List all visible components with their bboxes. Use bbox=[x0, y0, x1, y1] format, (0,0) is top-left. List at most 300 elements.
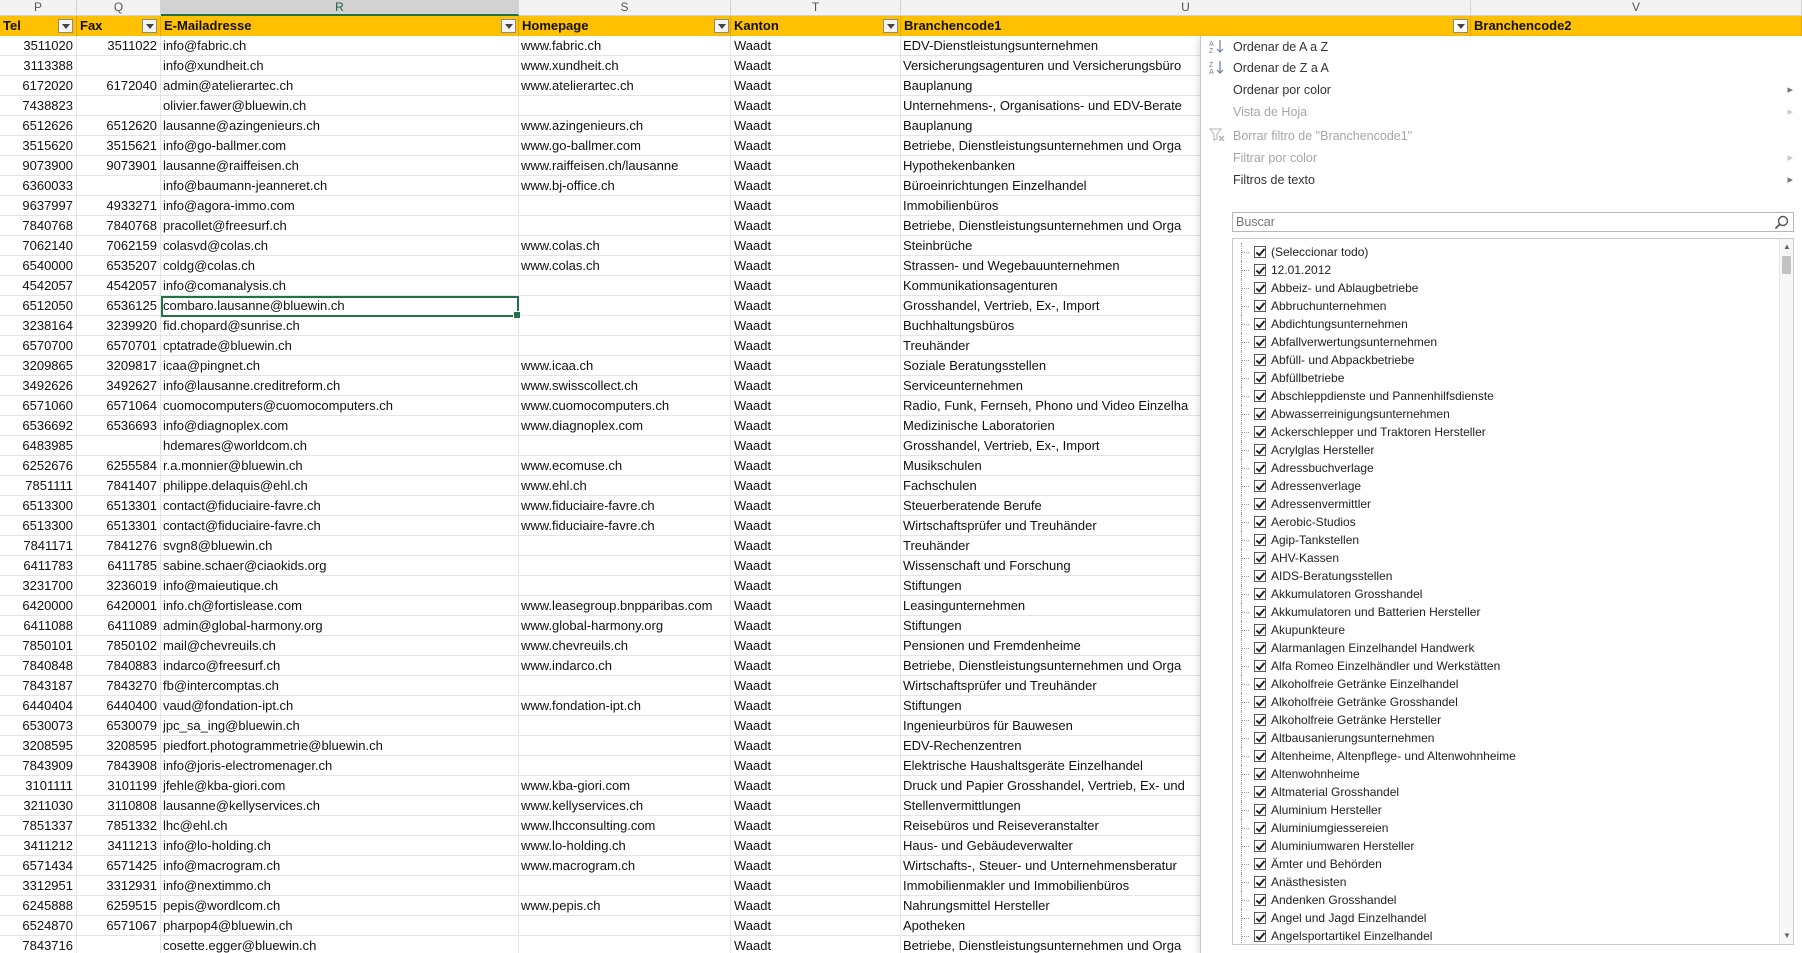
cell-email[interactable]: indarco@freesurf.ch bbox=[161, 656, 519, 676]
cell-branchencode1[interactable]: Treuhänder bbox=[903, 338, 970, 353]
cell-fax[interactable]: 3209817 bbox=[77, 356, 161, 376]
cell-kanton[interactable]: Waadt bbox=[731, 716, 901, 736]
cell-homepage[interactable]: www.chevreuils.ch bbox=[519, 636, 731, 656]
cell-branchencode1[interactable]: Reisebüros und Reiseveranstalter bbox=[903, 818, 1099, 833]
cell-fax[interactable]: 3101199 bbox=[77, 776, 161, 796]
menu-sort-z-to-a[interactable] bbox=[1201, 57, 1801, 79]
cell-tel[interactable]: 6411783 bbox=[0, 556, 77, 576]
scroll-up-arrow-icon[interactable]: ▲ bbox=[1783, 242, 1791, 251]
cell-tel[interactable]: 6530073 bbox=[0, 716, 77, 736]
cell-tel[interactable]: 6172020 bbox=[0, 76, 77, 96]
cell-email[interactable]: lausanne@raiffeisen.ch bbox=[161, 156, 519, 176]
cell-email[interactable]: info@baumann-jeanneret.ch bbox=[161, 176, 519, 196]
cell-homepage[interactable] bbox=[519, 336, 731, 356]
cell-tel[interactable]: 3515620 bbox=[0, 136, 77, 156]
filter-list-item[interactable] bbox=[1241, 891, 1761, 909]
cell-homepage[interactable] bbox=[519, 676, 731, 696]
checkbox-checked-icon[interactable] bbox=[1254, 282, 1266, 294]
cell-homepage[interactable]: www.raiffeisen.ch/lausanne bbox=[519, 156, 731, 176]
cell-kanton[interactable]: Waadt bbox=[731, 276, 901, 296]
cell-branchencode1[interactable]: Wirtschaftsprüfer und Treuhänder bbox=[903, 518, 1097, 533]
cell-kanton[interactable]: Waadt bbox=[731, 176, 901, 196]
cell-email[interactable]: contact@fiduciaire-favre.ch bbox=[161, 496, 519, 516]
cell-email[interactable]: info@comanalysis.ch bbox=[161, 276, 519, 296]
checkbox-checked-icon[interactable] bbox=[1254, 264, 1266, 276]
cell-tel[interactable]: 6570700 bbox=[0, 336, 77, 356]
checkbox-checked-icon[interactable] bbox=[1254, 588, 1266, 600]
filter-list-item[interactable] bbox=[1241, 657, 1761, 675]
cell-homepage[interactable]: www.fondation-ipt.ch bbox=[519, 696, 731, 716]
cell-tel[interactable]: 6411088 bbox=[0, 616, 77, 636]
cell-tel[interactable]: 6252676 bbox=[0, 456, 77, 476]
cell-fax[interactable] bbox=[77, 96, 161, 116]
filter-list-item[interactable] bbox=[1241, 819, 1761, 837]
cell-branchencode1[interactable]: Musikschulen bbox=[903, 458, 982, 473]
cell-kanton[interactable]: Waadt bbox=[731, 676, 901, 696]
filter-list-item[interactable] bbox=[1241, 387, 1761, 405]
cell-kanton[interactable]: Waadt bbox=[731, 36, 901, 56]
filter-dropdown-tel[interactable] bbox=[58, 19, 73, 33]
column-letter-v[interactable]: V bbox=[1471, 0, 1802, 16]
cell-fax[interactable]: 3110808 bbox=[77, 796, 161, 816]
cell-fax[interactable]: 6513301 bbox=[77, 516, 161, 536]
cell-homepage[interactable]: www.ehl.ch bbox=[519, 476, 731, 496]
cell-kanton[interactable]: Waadt bbox=[731, 76, 901, 96]
filter-list-item[interactable] bbox=[1241, 711, 1761, 729]
cell-branchencode1[interactable]: Buchhaltungsbüros bbox=[903, 318, 1015, 333]
checkbox-checked-icon[interactable] bbox=[1254, 372, 1266, 384]
filter-list-item[interactable] bbox=[1241, 315, 1761, 333]
cell-branchencode1[interactable]: Ingenieurbüros für Bauwesen bbox=[903, 718, 1073, 733]
checkbox-checked-icon[interactable] bbox=[1254, 858, 1266, 870]
cell-branchencode1[interactable]: Unternehmens-, Organisations- und EDV-Berate bbox=[903, 98, 1182, 113]
cell-tel[interactable]: 3492626 bbox=[0, 376, 77, 396]
cell-homepage[interactable] bbox=[519, 436, 731, 456]
checkbox-checked-icon[interactable] bbox=[1254, 534, 1266, 546]
checkbox-checked-icon[interactable] bbox=[1254, 390, 1266, 402]
checkbox-checked-icon[interactable] bbox=[1254, 462, 1266, 474]
filter-search-box[interactable] bbox=[1232, 212, 1794, 232]
cell-homepage[interactable] bbox=[519, 536, 731, 556]
column-letter-p[interactable]: P bbox=[0, 0, 77, 16]
cell-kanton[interactable]: Waadt bbox=[731, 56, 901, 76]
cell-fax[interactable]: 6571425 bbox=[77, 856, 161, 876]
cell-tel[interactable]: 6512050 bbox=[0, 296, 77, 316]
filter-list-item[interactable] bbox=[1241, 369, 1761, 387]
cell-tel[interactable]: 3101111 bbox=[0, 776, 77, 796]
checkbox-checked-icon[interactable] bbox=[1254, 786, 1266, 798]
filter-dropdown-email[interactable] bbox=[501, 19, 516, 33]
cell-branchencode1[interactable]: Fachschulen bbox=[903, 478, 977, 493]
cell-branchencode1[interactable]: Betriebe, Dienstleistungsunternehmen und Orga bbox=[903, 658, 1182, 673]
cell-tel[interactable]: 3238164 bbox=[0, 316, 77, 336]
cell-homepage[interactable] bbox=[519, 936, 731, 953]
cell-fax[interactable]: 7062159 bbox=[77, 236, 161, 256]
cell-kanton[interactable]: Waadt bbox=[731, 896, 901, 916]
filter-list-item[interactable] bbox=[1241, 567, 1761, 585]
cell-email[interactable]: info@go-ballmer.com bbox=[161, 136, 519, 156]
cell-fax[interactable]: 3411213 bbox=[77, 836, 161, 856]
cell-branchencode1[interactable]: Hypothekenbanken bbox=[903, 158, 1016, 173]
cell-email[interactable]: sabine.schaer@ciaokids.org bbox=[161, 556, 519, 576]
cell-email[interactable]: admin@global-harmony.org bbox=[161, 616, 519, 636]
cell-kanton[interactable]: Waadt bbox=[731, 756, 901, 776]
cell-branchencode1[interactable]: Grosshandel, Vertrieb, Ex-, Import bbox=[903, 438, 1100, 453]
cell-kanton[interactable]: Waadt bbox=[731, 536, 901, 556]
filter-list-item[interactable] bbox=[1241, 297, 1761, 315]
cell-branchencode1[interactable]: Immobilienmakler und Immobilienbüros bbox=[903, 878, 1130, 893]
cell-tel[interactable]: 3411212 bbox=[0, 836, 77, 856]
cell-email[interactable]: pracollet@freesurf.ch bbox=[161, 216, 519, 236]
menu-sort-a-to-z[interactable] bbox=[1201, 36, 1801, 58]
menu-filter-by-color[interactable] bbox=[1201, 147, 1801, 169]
cell-kanton[interactable]: Waadt bbox=[731, 356, 901, 376]
cell-tel[interactable]: 7843909 bbox=[0, 756, 77, 776]
checkbox-checked-icon[interactable] bbox=[1254, 732, 1266, 744]
cell-homepage[interactable]: www.fabric.ch bbox=[519, 36, 731, 56]
cell-fax[interactable]: 6513301 bbox=[77, 496, 161, 516]
cell-fax[interactable]: 3239920 bbox=[77, 316, 161, 336]
column-letter-s[interactable]: S bbox=[519, 0, 731, 16]
cell-kanton[interactable]: Waadt bbox=[731, 236, 901, 256]
cell-homepage[interactable] bbox=[519, 96, 731, 116]
cell-email[interactable]: coldg@colas.ch bbox=[161, 256, 519, 276]
cell-email[interactable]: info@lausanne.creditreform.ch bbox=[161, 376, 519, 396]
cell-kanton[interactable]: Waadt bbox=[731, 936, 901, 953]
cell-fax[interactable]: 6536693 bbox=[77, 416, 161, 436]
cell-tel[interactable]: 4542057 bbox=[0, 276, 77, 296]
cell-homepage[interactable] bbox=[519, 276, 731, 296]
cell-kanton[interactable]: Waadt bbox=[731, 916, 901, 936]
cell-branchencode1[interactable]: Radio, Funk, Fernseh, Phono und Video Einzelha bbox=[903, 398, 1189, 413]
cell-email[interactable]: piedfort.photogrammetrie@bluewin.ch bbox=[161, 736, 519, 756]
cell-tel[interactable]: 9637997 bbox=[0, 196, 77, 216]
cell-branchencode1[interactable]: Bauplanung bbox=[903, 78, 973, 93]
menu-clear-filter[interactable] bbox=[1201, 125, 1801, 147]
cell-fax[interactable]: 6411089 bbox=[77, 616, 161, 636]
filter-list-item[interactable] bbox=[1241, 783, 1761, 801]
cell-email[interactable]: pepis@wordlcom.ch bbox=[161, 896, 519, 916]
cell-tel[interactable]: 7840848 bbox=[0, 656, 77, 676]
cell-email[interactable]: info@lo-holding.ch bbox=[161, 836, 519, 856]
scroll-thumb[interactable] bbox=[1782, 256, 1791, 274]
checkbox-checked-icon[interactable] bbox=[1254, 444, 1266, 456]
cell-email[interactable]: svgn8@bluewin.ch bbox=[161, 536, 519, 556]
cell-fax[interactable]: 6530079 bbox=[77, 716, 161, 736]
menu-text-filters[interactable] bbox=[1201, 169, 1801, 191]
cell-branchencode1[interactable]: Leasingunternehmen bbox=[903, 598, 1026, 613]
cell-homepage[interactable]: www.kba-giori.com bbox=[519, 776, 731, 796]
cell-fax[interactable] bbox=[77, 936, 161, 953]
cell-email[interactable]: pharpop4@bluewin.ch bbox=[161, 916, 519, 936]
checkbox-checked-icon[interactable] bbox=[1254, 426, 1266, 438]
cell-tel[interactable]: 3312951 bbox=[0, 876, 77, 896]
cell-homepage[interactable]: www.lhcconsulting.com bbox=[519, 816, 731, 836]
checkbox-checked-icon[interactable] bbox=[1254, 840, 1266, 852]
cell-tel[interactable]: 6540000 bbox=[0, 256, 77, 276]
cell-tel[interactable]: 7843187 bbox=[0, 676, 77, 696]
cell-kanton[interactable]: Waadt bbox=[731, 456, 901, 476]
cell-fax[interactable]: 6570701 bbox=[77, 336, 161, 356]
cell-homepage[interactable] bbox=[519, 556, 731, 576]
scroll-down-arrow-icon[interactable]: ▼ bbox=[1783, 931, 1791, 940]
cell-tel[interactable]: 7851337 bbox=[0, 816, 77, 836]
cell-branchencode1[interactable]: Serviceunternehmen bbox=[903, 378, 1023, 393]
filter-list-item[interactable] bbox=[1241, 639, 1761, 657]
filter-list-item[interactable] bbox=[1241, 675, 1761, 693]
cell-tel[interactable]: 6245888 bbox=[0, 896, 77, 916]
filter-list-item[interactable] bbox=[1241, 243, 1761, 261]
cell-email[interactable]: cosette.egger@bluewin.ch bbox=[161, 936, 519, 953]
checkbox-checked-icon[interactable] bbox=[1254, 912, 1266, 924]
cell-tel[interactable]: 6571060 bbox=[0, 396, 77, 416]
cell-tel[interactable]: 9073900 bbox=[0, 156, 77, 176]
cell-tel[interactable]: 6513300 bbox=[0, 496, 77, 516]
cell-kanton[interactable]: Waadt bbox=[731, 336, 901, 356]
filter-list-item[interactable] bbox=[1241, 261, 1761, 279]
filter-search-input[interactable] bbox=[1233, 213, 1763, 231]
cell-kanton[interactable]: Waadt bbox=[731, 316, 901, 336]
cell-branchencode1[interactable]: Büroeinrichtungen Einzelhandel bbox=[903, 178, 1087, 193]
cell-fax[interactable] bbox=[77, 436, 161, 456]
checkbox-checked-icon[interactable] bbox=[1254, 552, 1266, 564]
cell-fax[interactable]: 6440400 bbox=[77, 696, 161, 716]
filter-list-item[interactable] bbox=[1241, 279, 1761, 297]
filter-list-item[interactable] bbox=[1241, 513, 1761, 531]
cell-branchencode1[interactable]: Nahrungsmittel Hersteller bbox=[903, 898, 1050, 913]
cell-branchencode1[interactable]: Immobilienbüros bbox=[903, 198, 999, 213]
cell-fax[interactable]: 7850102 bbox=[77, 636, 161, 656]
checkbox-checked-icon[interactable] bbox=[1254, 516, 1266, 528]
cell-tel[interactable]: 3208595 bbox=[0, 736, 77, 756]
filter-list-item[interactable] bbox=[1241, 927, 1761, 945]
cell-tel[interactable]: 7850101 bbox=[0, 636, 77, 656]
cell-kanton[interactable]: Waadt bbox=[731, 696, 901, 716]
cell-email[interactable]: info@diagnoplex.com bbox=[161, 416, 519, 436]
filter-list-item[interactable] bbox=[1241, 747, 1761, 765]
cell-tel[interactable]: 3113388 bbox=[0, 56, 77, 76]
cell-kanton[interactable]: Waadt bbox=[731, 856, 901, 876]
cell-email[interactable]: info@nextimmo.ch bbox=[161, 876, 519, 896]
cell-homepage[interactable] bbox=[519, 216, 731, 236]
cell-homepage[interactable] bbox=[519, 736, 731, 756]
checkbox-checked-icon[interactable] bbox=[1254, 498, 1266, 510]
cell-kanton[interactable]: Waadt bbox=[731, 196, 901, 216]
filter-list-item[interactable] bbox=[1241, 477, 1761, 495]
filter-list-item[interactable] bbox=[1241, 603, 1761, 621]
cell-fax[interactable]: 6512620 bbox=[77, 116, 161, 136]
checkbox-checked-icon[interactable] bbox=[1254, 930, 1266, 942]
filter-list-item[interactable] bbox=[1241, 531, 1761, 549]
cell-branchencode1[interactable]: EDV-Dienstleistungsunternehmen bbox=[903, 38, 1099, 53]
cell-kanton[interactable]: Waadt bbox=[731, 576, 901, 596]
cell-email[interactable]: cuomocomputers@cuomocomputers.ch bbox=[161, 396, 519, 416]
cell-tel[interactable]: 7843716 bbox=[0, 936, 77, 953]
checkbox-checked-icon[interactable] bbox=[1254, 768, 1266, 780]
filter-list-item[interactable] bbox=[1241, 351, 1761, 369]
cell-kanton[interactable]: Waadt bbox=[731, 556, 901, 576]
cell-tel[interactable]: 3231700 bbox=[0, 576, 77, 596]
menu-sort-by-color[interactable] bbox=[1201, 79, 1801, 101]
filter-list-item[interactable] bbox=[1241, 423, 1761, 441]
cell-fax[interactable]: 6536125 bbox=[77, 296, 161, 316]
cell-branchencode1[interactable]: Wissenschaft und Forschung bbox=[903, 558, 1071, 573]
cell-branchencode1[interactable]: EDV-Rechenzentren bbox=[903, 738, 1022, 753]
filter-list-item[interactable] bbox=[1241, 855, 1761, 873]
cell-branchencode1[interactable]: Stiftungen bbox=[903, 698, 962, 713]
cell-branchencode1[interactable]: Pensionen und Fremdenheime bbox=[903, 638, 1081, 653]
checkbox-checked-icon[interactable] bbox=[1254, 750, 1266, 762]
cell-fax[interactable] bbox=[77, 176, 161, 196]
cell-tel[interactable]: 3211030 bbox=[0, 796, 77, 816]
cell-fax[interactable]: 7843270 bbox=[77, 676, 161, 696]
cell-tel[interactable]: 6524870 bbox=[0, 916, 77, 936]
cell-tel[interactable]: 6513300 bbox=[0, 516, 77, 536]
cell-branchencode1[interactable]: Betriebe, Dienstleistungsunternehmen und Orga bbox=[903, 138, 1182, 153]
cell-tel[interactable]: 6440404 bbox=[0, 696, 77, 716]
cell-kanton[interactable]: Waadt bbox=[731, 476, 901, 496]
cell-kanton[interactable]: Waadt bbox=[731, 876, 901, 896]
cell-kanton[interactable]: Waadt bbox=[731, 136, 901, 156]
filter-list-item[interactable] bbox=[1241, 459, 1761, 477]
cell-fax[interactable]: 6535207 bbox=[77, 256, 161, 276]
cell-email[interactable]: olivier.fawer@bluewin.ch bbox=[161, 96, 519, 116]
cell-email[interactable]: lausanne@kellyservices.ch bbox=[161, 796, 519, 816]
cell-fax[interactable]: 7851332 bbox=[77, 816, 161, 836]
cell-fax[interactable]: 6255584 bbox=[77, 456, 161, 476]
filter-dropdown-fax[interactable] bbox=[142, 19, 157, 33]
cell-email[interactable]: info@maieutique.ch bbox=[161, 576, 519, 596]
cell-branchencode1[interactable]: Stiftungen bbox=[903, 618, 962, 633]
cell-email[interactable]: jfehle@kba-giori.com bbox=[161, 776, 519, 796]
filter-list-scrollbar[interactable] bbox=[1779, 239, 1793, 944]
cell-kanton[interactable]: Waadt bbox=[731, 776, 901, 796]
cell-branchencode1[interactable]: Steuerberatende Berufe bbox=[903, 498, 1042, 513]
cell-kanton[interactable]: Waadt bbox=[731, 796, 901, 816]
cell-tel[interactable]: 6420000 bbox=[0, 596, 77, 616]
cell-fax[interactable]: 3492627 bbox=[77, 376, 161, 396]
cell-kanton[interactable]: Waadt bbox=[731, 256, 901, 276]
cell-homepage[interactable]: www.azingenieurs.ch bbox=[519, 116, 731, 136]
cell-kanton[interactable]: Waadt bbox=[731, 216, 901, 236]
cell-homepage[interactable]: www.xundheit.ch bbox=[519, 56, 731, 76]
cell-tel[interactable]: 6571434 bbox=[0, 856, 77, 876]
cell-email[interactable]: admin@atelierartec.ch bbox=[161, 76, 519, 96]
cell-email[interactable]: mail@chevreuils.ch bbox=[161, 636, 519, 656]
checkbox-checked-icon[interactable] bbox=[1254, 642, 1266, 654]
cell-homepage[interactable]: www.pepis.ch bbox=[519, 896, 731, 916]
filter-list-item[interactable] bbox=[1241, 441, 1761, 459]
cell-email[interactable]: info@joris-electromenager.ch bbox=[161, 756, 519, 776]
cell-branchencode1[interactable]: Stellenvermittlungen bbox=[903, 798, 1021, 813]
cell-email[interactable]: jpc_sa_ing@bluewin.ch bbox=[161, 716, 519, 736]
cell-fax[interactable]: 6259515 bbox=[77, 896, 161, 916]
cell-homepage[interactable]: www.ecomuse.ch bbox=[519, 456, 731, 476]
cell-homepage[interactable]: www.go-ballmer.com bbox=[519, 136, 731, 156]
cell-email[interactable]: icaa@pingnet.ch bbox=[161, 356, 519, 376]
cell-fax[interactable]: 3511022 bbox=[77, 36, 161, 56]
cell-kanton[interactable]: Waadt bbox=[731, 376, 901, 396]
cell-homepage[interactable] bbox=[519, 876, 731, 896]
cell-kanton[interactable]: Waadt bbox=[731, 116, 901, 136]
cell-kanton[interactable]: Waadt bbox=[731, 636, 901, 656]
cell-fax[interactable]: 7840768 bbox=[77, 216, 161, 236]
cell-fax[interactable]: 7841407 bbox=[77, 476, 161, 496]
cell-email[interactable]: info@fabric.ch bbox=[161, 36, 519, 56]
cell-branchencode1[interactable]: Wirtschaftsprüfer und Treuhänder bbox=[903, 678, 1097, 693]
cell-tel[interactable]: 6360033 bbox=[0, 176, 77, 196]
column-letter-r[interactable]: R bbox=[161, 0, 519, 16]
checkbox-checked-icon[interactable] bbox=[1254, 804, 1266, 816]
cell-branchencode1[interactable]: Haus- und Gebäudeverwalter bbox=[903, 838, 1073, 853]
cell-fax[interactable]: 4933271 bbox=[77, 196, 161, 216]
cell-branchencode1[interactable]: Betriebe, Dienstleistungsunternehmen und Orga bbox=[903, 938, 1182, 953]
cell-homepage[interactable]: www.indarco.ch bbox=[519, 656, 731, 676]
column-letter-t[interactable]: T bbox=[731, 0, 901, 16]
cell-email[interactable]: vaud@fondation-ipt.ch bbox=[161, 696, 519, 716]
cell-fax[interactable] bbox=[77, 56, 161, 76]
cell-fax[interactable]: 6172040 bbox=[77, 76, 161, 96]
filter-list-item[interactable] bbox=[1241, 495, 1761, 513]
cell-email[interactable]: fid.chopard@sunrise.ch bbox=[161, 316, 519, 336]
cell-tel[interactable]: 7851111 bbox=[0, 476, 77, 496]
filter-dropdown-kanton[interactable] bbox=[883, 19, 898, 33]
cell-homepage[interactable]: www.colas.ch bbox=[519, 236, 731, 256]
cell-homepage[interactable]: www.kellyservices.ch bbox=[519, 796, 731, 816]
cell-kanton[interactable]: Waadt bbox=[731, 436, 901, 456]
cell-homepage[interactable]: www.bj-office.ch bbox=[519, 176, 731, 196]
filter-list-item[interactable] bbox=[1241, 873, 1761, 891]
cell-email[interactable]: r.a.monnier@bluewin.ch bbox=[161, 456, 519, 476]
cell-email[interactable]: hdemares@worldcom.ch bbox=[161, 436, 519, 456]
cell-branchencode1[interactable]: Druck und Papier Grosshandel, Vertrieb, Ex- und bbox=[903, 778, 1185, 793]
cell-kanton[interactable]: Waadt bbox=[731, 616, 901, 636]
cell-tel[interactable]: 3209865 bbox=[0, 356, 77, 376]
cell-homepage[interactable] bbox=[519, 916, 731, 936]
cell-email[interactable]: info.ch@fortislease.com bbox=[161, 596, 519, 616]
cell-homepage[interactable]: www.fiduciaire-favre.ch bbox=[519, 516, 731, 536]
cell-fax[interactable]: 3236019 bbox=[77, 576, 161, 596]
column-letter-u[interactable]: U bbox=[901, 0, 1471, 16]
filter-list-item[interactable] bbox=[1241, 549, 1761, 567]
cell-fax[interactable]: 6571067 bbox=[77, 916, 161, 936]
cell-kanton[interactable]: Waadt bbox=[731, 396, 901, 416]
filter-list-item[interactable] bbox=[1241, 585, 1761, 603]
cell-branchencode1[interactable]: Betriebe, Dienstleistungsunternehmen und Orga bbox=[903, 218, 1182, 233]
checkbox-checked-icon[interactable] bbox=[1254, 606, 1266, 618]
cell-kanton[interactable]: Waadt bbox=[731, 416, 901, 436]
cell-homepage[interactable]: www.leasegroup.bnpparibas.com bbox=[519, 596, 731, 616]
cell-branchencode1[interactable]: Grosshandel, Vertrieb, Ex-, Import bbox=[903, 298, 1100, 313]
cell-kanton[interactable]: Waadt bbox=[731, 156, 901, 176]
cell-email[interactable]: fb@intercomptas.ch bbox=[161, 676, 519, 696]
cell-email[interactable]: info@macrogram.ch bbox=[161, 856, 519, 876]
cell-branchencode1[interactable]: Apotheken bbox=[903, 918, 966, 933]
cell-email[interactable]: info@agora-immo.com bbox=[161, 196, 519, 216]
cell-tel[interactable]: 6536692 bbox=[0, 416, 77, 436]
checkbox-checked-icon[interactable] bbox=[1254, 714, 1266, 726]
cell-branchencode1[interactable]: Bauplanung bbox=[903, 118, 973, 133]
cell-homepage[interactable]: www.macrogram.ch bbox=[519, 856, 731, 876]
cell-branchencode1[interactable]: Kommunikationsagenturen bbox=[903, 278, 1058, 293]
cell-tel[interactable]: 7438823 bbox=[0, 96, 77, 116]
checkbox-checked-icon[interactable] bbox=[1254, 300, 1266, 312]
cell-kanton[interactable]: Waadt bbox=[731, 656, 901, 676]
cell-email[interactable]: cptatrade@bluewin.ch bbox=[161, 336, 519, 356]
checkbox-checked-icon[interactable] bbox=[1254, 876, 1266, 888]
filter-list-item[interactable] bbox=[1241, 909, 1761, 927]
cell-email[interactable]: colasvd@colas.ch bbox=[161, 236, 519, 256]
